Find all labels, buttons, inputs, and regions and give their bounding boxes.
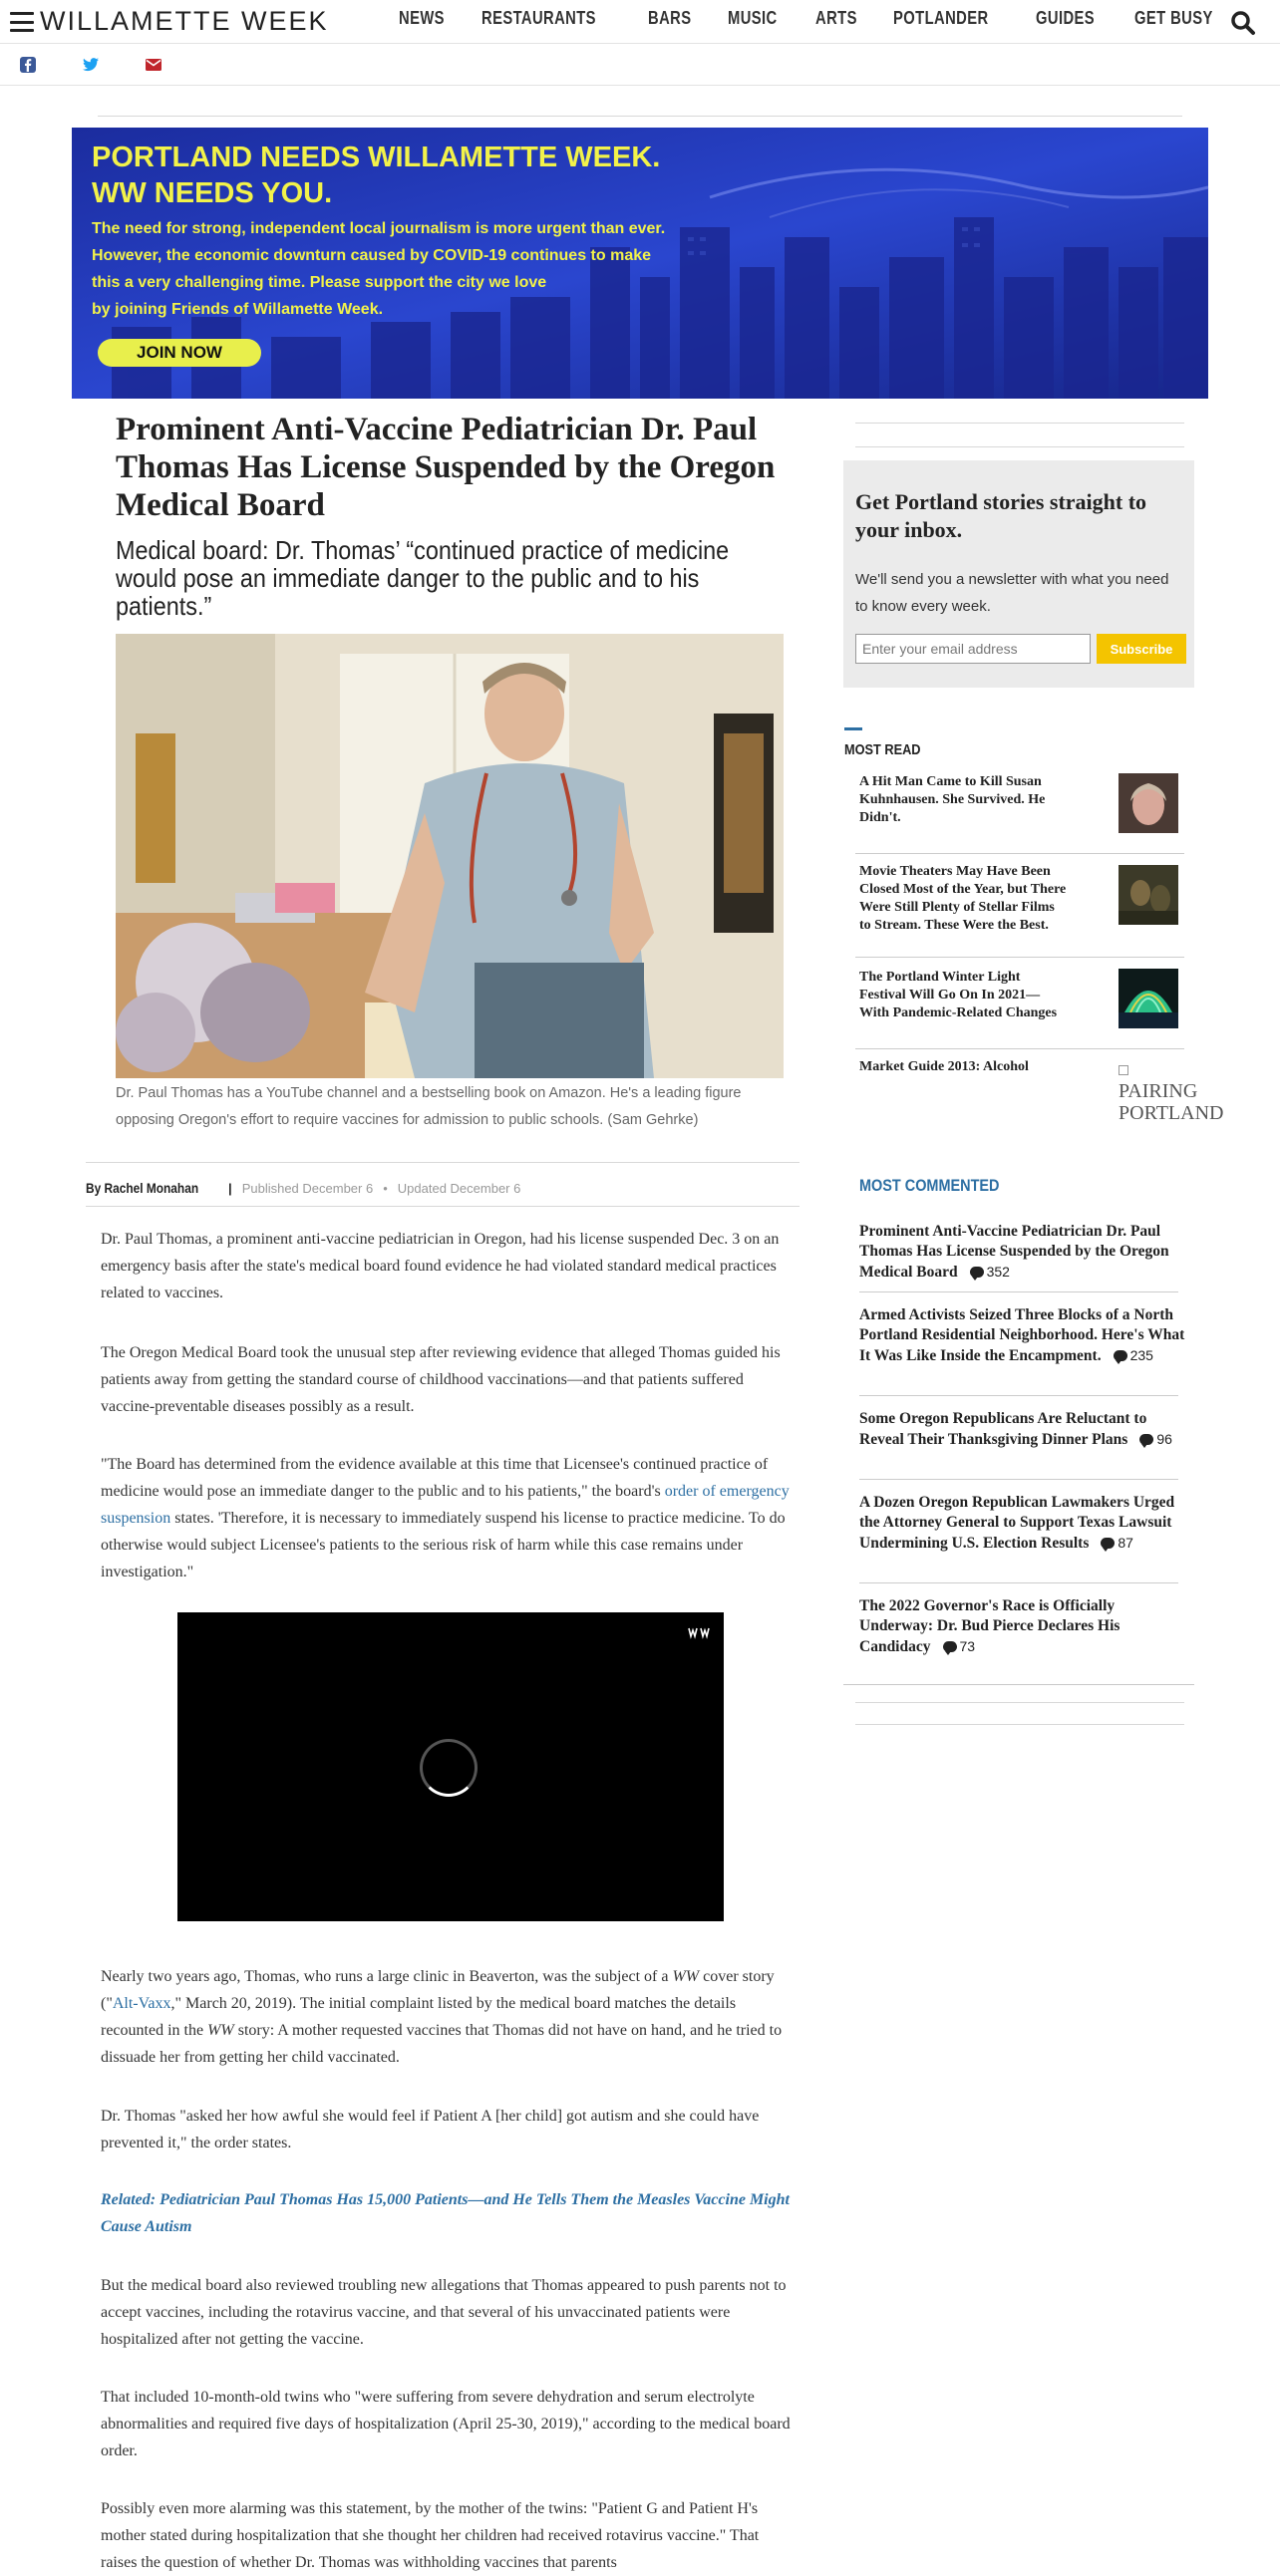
article-paragraph: But the medical board also reviewed troubling new allegations that Thomas appeared to push parents not to accept vaccines, including the rotavirus vaccine, and that several of his unvaccinated patients were hospitalized after not getting the vaccine. — [101, 2277, 787, 2348]
newsletter-signup — [843, 460, 1194, 688]
divider — [859, 1582, 1178, 1583]
article-paragraph: The Oregon Medical Board took the unusual step after reviewing evidence that alleged Thomas guided his patients away from getting the standard course of childhood vaccinations—and that patients suffered vaccine-preventable diseases possibly as a result. — [101, 1344, 781, 1415]
support-banner[interactable] — [72, 128, 1208, 399]
comment-bubble-icon — [1101, 1538, 1115, 1549]
most-read-headline[interactable]: Market Guide 2013: Alcohol — [859, 1059, 1029, 1074]
article-headline: Prominent Anti-Vaccine Pediatrician Dr. Paul Thomas Has License Suspended by the Oregon Medical Board — [116, 412, 776, 523]
comment-count: 73 — [943, 1638, 976, 1654]
nav-bars[interactable]: BARS — [648, 8, 692, 28]
top-navigation-bar — [0, 0, 1280, 44]
article-paragraph: "The Board has determined from the evidence available at this time that Licensee's continued practice of medicine would pose an immediate danger to the public and to his patients," the board's order of emergency suspension states. 'Therefore, it is necessary to immediately suspend his license to practice medicine. To do otherwise would subject Licensee's patients to the serious risk of harm while this case remains under investigation." — [101, 1456, 790, 1580]
comment-count: 352 — [970, 1264, 1010, 1280]
menu-icon[interactable] — [10, 12, 34, 32]
most-commented-item[interactable]: Some Oregon Republicans Are Reluctant to Reveal Their Thanksgiving Dinner Plans 96 — [859, 1410, 1172, 1448]
divider — [855, 446, 1184, 447]
section-accent — [844, 727, 862, 730]
loading-spinner-icon — [420, 1739, 478, 1797]
divider — [855, 1702, 1184, 1703]
comment-bubble-icon — [970, 1267, 984, 1278]
most-read-headline[interactable]: A Hit Man Came to Kill Susan Kuhnhausen. She Survived. He Didn't. — [859, 774, 1046, 825]
article-photo — [116, 634, 784, 1078]
subscribe-button[interactable]: Subscribe — [1097, 634, 1186, 664]
banner-text: The need for strong, independent local journalism is more urgent than ever. However, the economic downturn caused by COVID-19 continues to make this a very challenging time. Please support the city we love by joining Friends of Willamette Week. — [92, 220, 666, 318]
divider — [859, 1395, 1178, 1396]
divider — [859, 1479, 1178, 1480]
nav-music[interactable]: MUSIC — [728, 8, 778, 28]
divider — [98, 116, 1182, 117]
broken-image[interactable]: PAIRING PORTLAND — [1119, 1058, 1178, 1128]
updated-date: Updated December 6 — [397, 1180, 521, 1196]
video-player[interactable] — [177, 1612, 724, 1921]
article-subheadline: Medical board: Dr. Thomas’ “continued practice of medicine would pose an immediate danger to the public and to his patients.” — [116, 535, 730, 621]
article-paragraph: Dr. Thomas "asked her how awful she would feel if Patient A [her child] got autism and she could have prevented it," the order states. — [101, 2108, 760, 2151]
byline — [86, 1180, 803, 1196]
site-logo[interactable]: WILLAMETTE WEEK — [40, 6, 329, 36]
nav-guides[interactable]: GUIDES — [1036, 8, 1096, 28]
thumbnail-image[interactable] — [1119, 969, 1178, 1028]
comment-bubble-icon — [1139, 1434, 1153, 1445]
most-commented-title: MOST COMMENTED — [859, 1176, 1000, 1195]
article-paragraph: Nearly two years ago, Thomas, who runs a large clinic in Beaverton, was the subject of a WW cover story ("Alt-Vaxx," March 20, 2019). The initial complaint listed by the medical board matches the details recounted in the WW story: A mother requested vaccines that Thomas did not have on hand, and he tried to dissuade her from getting her child vaccinated. — [101, 1968, 783, 2066]
most-read-title: MOST READ — [844, 741, 921, 758]
comment-bubble-icon — [1114, 1350, 1127, 1361]
newsletter-title: Get Portland stories straight to your inbox. — [855, 489, 1147, 542]
social-share-bar — [0, 44, 1280, 86]
newsletter-text: We'll send you a newsletter with what you need to know every week. — [855, 571, 1169, 615]
alt-vaxx-link[interactable]: Alt-Vaxx — [112, 1995, 171, 2012]
most-read-item[interactable] — [859, 969, 1178, 1048]
divider — [859, 1291, 1178, 1292]
join-now-button[interactable]: JOIN NOW — [98, 339, 261, 367]
email-icon[interactable] — [145, 56, 162, 74]
most-commented-item[interactable]: A Dozen Oregon Republican Lawmakers Urged the Attorney General to Support Texas Lawsuit Undermining U.S. Election Results 87 — [859, 1494, 1175, 1552]
nav-restaurants[interactable]: RESTAURANTS — [481, 8, 596, 28]
comment-count: 235 — [1114, 1347, 1153, 1363]
thumbnail-image[interactable] — [1119, 865, 1178, 925]
thumbnail-image[interactable] — [1119, 773, 1178, 833]
photo-caption: Dr. Paul Thomas has a YouTube channel and a bestselling book on Amazon. He's a leading figure opposing Oregon's effort to require vaccines for admission to public schools. (Sam Gehrke) — [116, 1085, 742, 1128]
most-read-item[interactable] — [859, 1058, 1224, 1138]
ww-logo-icon — [688, 1626, 712, 1638]
emergency-suspension-link[interactable]: order of emergency suspension — [101, 1483, 790, 1527]
main-nav — [399, 0, 1257, 40]
article-paragraph: Dr. Paul Thomas, a prominent anti-vaccine pediatrician in Oregon, had his license suspended Dec. 3 on an emergency basis after the state's medical board found evidence he had violated standard medical practices related to vaccines. — [101, 1231, 780, 1301]
most-commented-item[interactable]: Armed Activists Seized Three Blocks of a North Portland Residential Neighborhood. Here's What It Was Like Inside the Encampment. 235 — [859, 1306, 1185, 1364]
dot-separator: • — [383, 1180, 388, 1196]
divider — [855, 1724, 1184, 1725]
byline-separator: | — [228, 1180, 232, 1196]
twitter-icon[interactable] — [82, 56, 100, 74]
article-paragraph: Possibly even more alarming was this statement, by the mother of the twins: "Patient G and Patient H's mother stated during hospitalization that she thought her children had received rotavirus vaccine." That raises the question of whether Dr. Thomas was withholding vaccines that parents — [101, 2500, 760, 2571]
facebook-icon[interactable] — [19, 56, 37, 74]
nav-get-busy[interactable]: GET BUSY — [1134, 8, 1213, 28]
email-field[interactable] — [855, 634, 1091, 664]
related-article-link[interactable]: Related: Pediatrician Paul Thomas Has 15,000 Patients—and He Tells Them the Measles Vaccine Might Cause Autism — [101, 2191, 790, 2235]
most-read-item[interactable] — [859, 773, 1178, 857]
author-name[interactable]: By Rachel Monahan — [86, 1180, 199, 1196]
divider — [843, 1684, 1194, 1685]
divider — [86, 1206, 800, 1207]
comment-bubble-icon — [943, 1641, 957, 1652]
published-date: Published December 6 — [241, 1180, 374, 1196]
most-read-headline[interactable]: The Portland Winter Light Festival Will Go On In 2021—With Pandemic-Related Changes — [859, 970, 1058, 1020]
divider — [86, 1162, 800, 1163]
article-paragraph: That included 10-month-old twins who "were suffering from severe dehydration and serum electrolyte abnormalities and required five days of hospitalization (April 25-30, 2019)," according to the medical board order. — [101, 2389, 791, 2459]
nav-potlander[interactable]: POTLANDER — [892, 8, 989, 28]
nav-arts[interactable]: ARTS — [814, 8, 857, 28]
search-icon[interactable] — [1230, 10, 1256, 36]
divider — [855, 423, 1184, 424]
comment-count: 87 — [1101, 1535, 1133, 1551]
most-commented-item[interactable]: The 2022 Governor's Race is Officially Underway: Dr. Bud Pierce Declares His Candidacy 73 — [859, 1597, 1120, 1655]
comment-count: 96 — [1139, 1431, 1172, 1447]
most-read-headline[interactable]: Movie Theaters May Have Been Closed Most of the Year, but There Were Still Plenty of Stellar Films to Stream. These Were the Best. — [859, 864, 1067, 933]
nav-news[interactable]: NEWS — [399, 8, 445, 28]
most-commented-item[interactable]: Prominent Anti-Vaccine Pediatrician Dr. Paul Thomas Has License Suspended by the Oregon Medical Board 352 — [859, 1223, 1169, 1281]
most-read-item[interactable] — [859, 863, 1178, 957]
banner-headline: PORTLAND NEEDS WILLAMETTE WEEK. WW NEEDS YOU. — [92, 142, 661, 209]
